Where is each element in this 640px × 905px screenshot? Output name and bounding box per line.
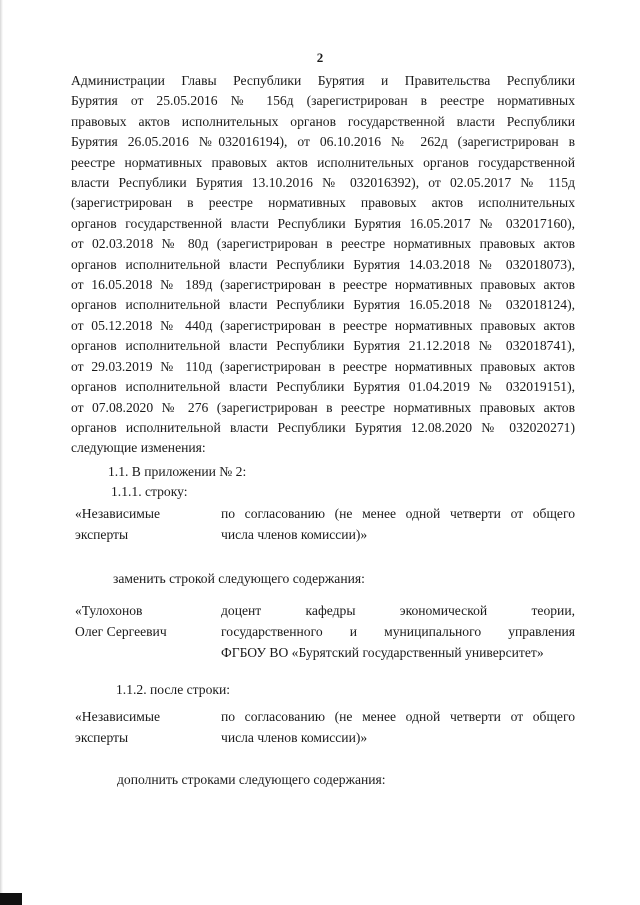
body-line: следующие изменения: [71,440,206,456]
body-line: от 29.03.2019 № 110д (зарегистрирован в реестре нормативных правовых актов [71,358,575,374]
row-position-cell [221,706,575,748]
body-line: органов исполнительной власти Республики Бурятия 21.12.2018 № 032018741), [71,338,575,354]
row-position-line: числа членов комиссии)» [221,730,368,745]
body-line: органов исполнительной власти Республики Бурятия 14.03.2018 № 032018073), [71,256,575,272]
body-line: Бурятия 26.05.2016 №032016194), от 06.10.2016 № 262д (зарегистрирован в [71,134,575,150]
row-position-line: числа членов комиссии)» [221,527,368,542]
row-position-line: доцент кафедры экономической теории, [221,603,575,618]
row-position-cell [221,503,575,545]
body-line: от 02.03.2018 № 80д (зарегистрирован в реестре нормативных правовых актов [71,236,575,252]
body-line: от 05.12.2018 № 440д (зарегистрирован в реестре нормативных правовых актов [71,317,575,333]
point-1-1: 1.1. В приложении № 2: [108,464,247,479]
row-position-line: по согласованию (не менее одной четверти от общего [221,506,575,521]
row-position-line: по согласованию (не менее одной четверти от общего [221,709,575,724]
row-name-line: «Независимые [75,709,160,724]
body-line: реестре нормативных правовых актов исполнительных органов государственной [71,154,575,170]
row-name-cell [75,600,215,642]
body-line: власти Республики Бурятия 13.10.2016 № 032016392), от 02.05.2017 № 115д [71,175,575,191]
point-1-1-2: 1.1.2. после строки: [116,682,231,697]
page-number: 2 [316,50,324,65]
row-position-cell [221,600,575,663]
row-name-line: эксперты [75,527,129,542]
scan-corner-mark [0,893,22,905]
body-line: органов государственной власти Республики Бурятия 16.05.2017 № 032017160), [71,215,575,231]
table-row-experts-after [71,706,575,750]
row-position-line: ФГБОУ ВО «Бурятский государственный университет» [221,645,544,660]
replace-instruction: заменить строкой следующего содержания: [113,571,365,586]
row-name-cell [75,503,215,545]
row-name-line: Олег Сергеевич [75,624,167,639]
scan-edge-shadow [0,0,3,905]
body-line: от 07.08.2020 № 276 (зарегистрирован в реестре нормативных правовых актов [71,399,575,415]
row-name-cell [75,706,215,748]
body-line: от 16.05.2018 № 189д (зарегистрирован в реестре нормативных правовых актов [71,277,575,293]
append-instruction: дополнить строками следующего содержания: [117,772,386,787]
body-line: органов исполнительной власти Республики Бурятия 12.08.2020 № 032020271) [71,419,575,435]
body-line: Администрации Главы Республики Бурятия и Правительства Республики [71,73,575,88]
table-row-experts-original [71,503,575,547]
row-name-line: «Независимые [75,506,160,521]
body-line: органов исполнительной власти Республики Бурятия 01.04.2019 № 032019151), [71,379,575,395]
body-line: Бурятия от 25.05.2016 № 156д (зарегистрирован в реестре нормативных [71,93,575,109]
body-line: органов исполнительной власти Республики Бурятия 16.05.2018 № 032018124), [71,297,575,313]
row-position-line: государственного и муниципального управления [221,624,575,639]
table-row-tulokhonov [71,600,575,664]
body-paragraph [71,71,575,459]
point-1-1-1: 1.1.1. строку: [111,484,188,499]
body-line: правовых актов исполнительных органов государственной власти Республики [71,113,575,129]
row-name-line: «Тулохонов [75,603,143,618]
row-name-line: эксперты [75,730,129,745]
body-line: (зарегистрирован в реестре нормативных правовых актов исполнительных [71,195,575,211]
